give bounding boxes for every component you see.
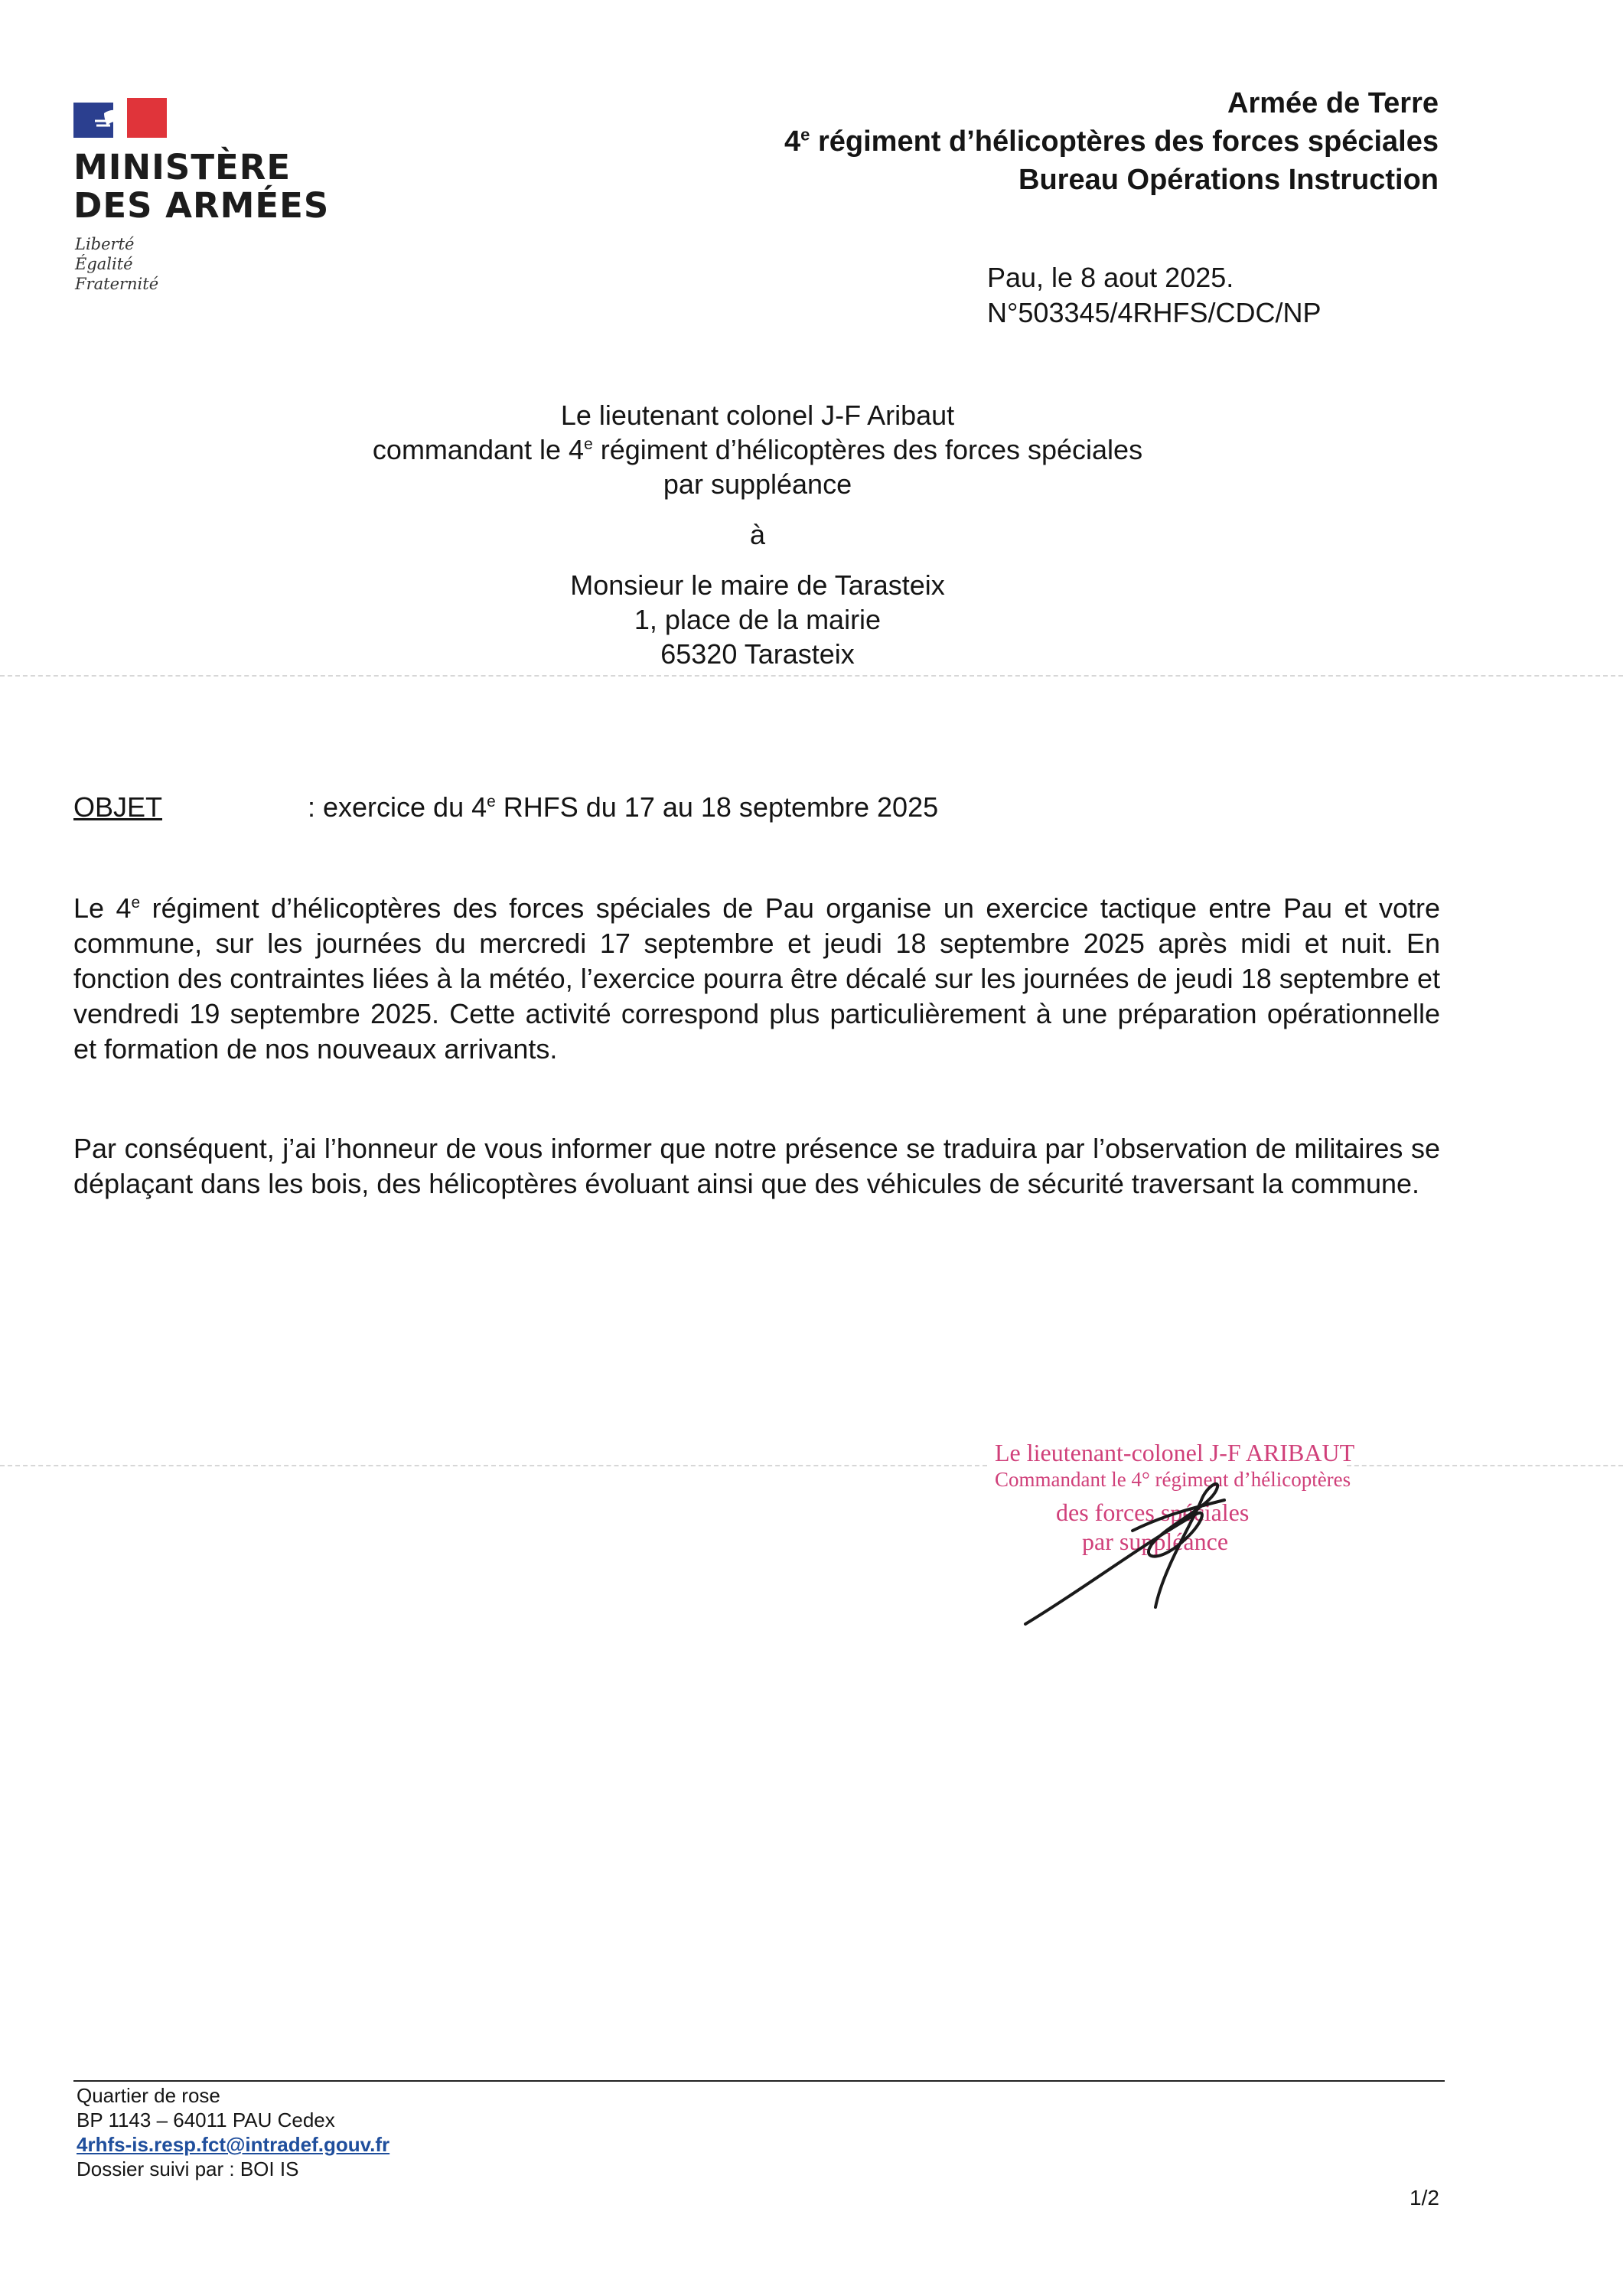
footer-block — [77, 2083, 389, 2181]
recipient-line-2: 1, place de la mairie — [634, 604, 882, 635]
footer-email-link[interactable]: 4rhfs-is.resp.fct@intradef.gouv.fr — [77, 2133, 390, 2156]
letter-header — [784, 84, 1439, 199]
ministry-logo — [73, 98, 330, 305]
sender-line-3: par suppléance — [663, 468, 852, 500]
marianne-flag-icon — [73, 98, 168, 138]
stamp-line-2: Commandant le 4° régiment d’hélicoptères — [995, 1468, 1351, 1491]
header-line-2: 4e régiment d’hélicoptères des forces spéciales — [784, 125, 1439, 158]
sender-line-1: Le lieutenant colonel J-F Aribaut — [560, 400, 955, 431]
sender-line-2: commandant le 4e régiment d’hélicoptères des forces spéciales — [372, 434, 1143, 465]
footer-divider — [73, 2080, 1445, 2082]
footer-followed-by: Dossier suivi par : BOI IS — [77, 2157, 299, 2180]
recipient-block — [0, 568, 1515, 671]
page-number: 1/2 — [1410, 2186, 1439, 2210]
footer-address-line-1: Quartier de rose — [77, 2084, 220, 2107]
footer-address-line-2: BP 1143 – 64011 PAU Cedex — [77, 2108, 335, 2131]
recipient-line-3: 65320 Tarasteix — [660, 638, 855, 670]
subject-text: : exercice du 4e RHFS du 17 au 18 septembre 2025 — [308, 791, 939, 823]
letter-reference: N°503345/4RHFS/CDC/NP — [987, 297, 1322, 328]
date-reference-block — [987, 260, 1322, 331]
scan-fold-line — [1347, 1465, 1623, 1466]
ministry-name: MINISTÈRE DES ARMÉES — [73, 147, 330, 226]
sender-block — [0, 398, 1515, 501]
addressee-preposition: à — [749, 519, 766, 550]
stamp-line-3: des forces spéciales — [1056, 1499, 1250, 1526]
scan-fold-line — [0, 675, 1623, 677]
scan-fold-line — [0, 1465, 987, 1466]
handwritten-signature — [1018, 1454, 1278, 1638]
recipient-line-1: Monsieur le maire de Tarasteix — [570, 569, 945, 601]
subject-line — [73, 791, 939, 823]
body-paragraph-1: Le 4e régiment d’hélicoptères des forces spéciales de Pau organise un exercice tactique entre Pau et votre commune, sur les journées du mercredi 17 septembre et jeudi 18 septembre 2025 après midi et nuit. En fonction des contraintes liées à la météo, l’exercice pourra être décalé sur les journées de jeudi 18 septembre et vendredi 19 septembre 2025. Cette activité correspond plus particulièrement à une préparation opérationnelle et formation de nos nouveaux arrivants. — [73, 892, 1440, 1065]
subject-label: OBJET — [73, 791, 163, 823]
header-line-3: Bureau Opérations Instruction — [1018, 164, 1439, 196]
stamp-line-1: Le lieutenant-colonel J-F ARIBAUT — [995, 1439, 1355, 1466]
republic-motto: Liberté Égalité Fraternité — [75, 235, 159, 293]
letter-date: Pau, le 8 aout 2025. — [987, 262, 1234, 293]
stamp-line-4: par suppléance — [1082, 1528, 1229, 1555]
body-paragraph-2: Par conséquent, j’ai l’honneur de vous informer que notre présence se traduira par l’observation de militaires se déplaçant dans les bois, des hélicoptères évoluant ainsi que des véhicules de sécurité traversant la commune. — [73, 1133, 1440, 1199]
header-line-1: Armée de Terre — [1227, 87, 1439, 119]
